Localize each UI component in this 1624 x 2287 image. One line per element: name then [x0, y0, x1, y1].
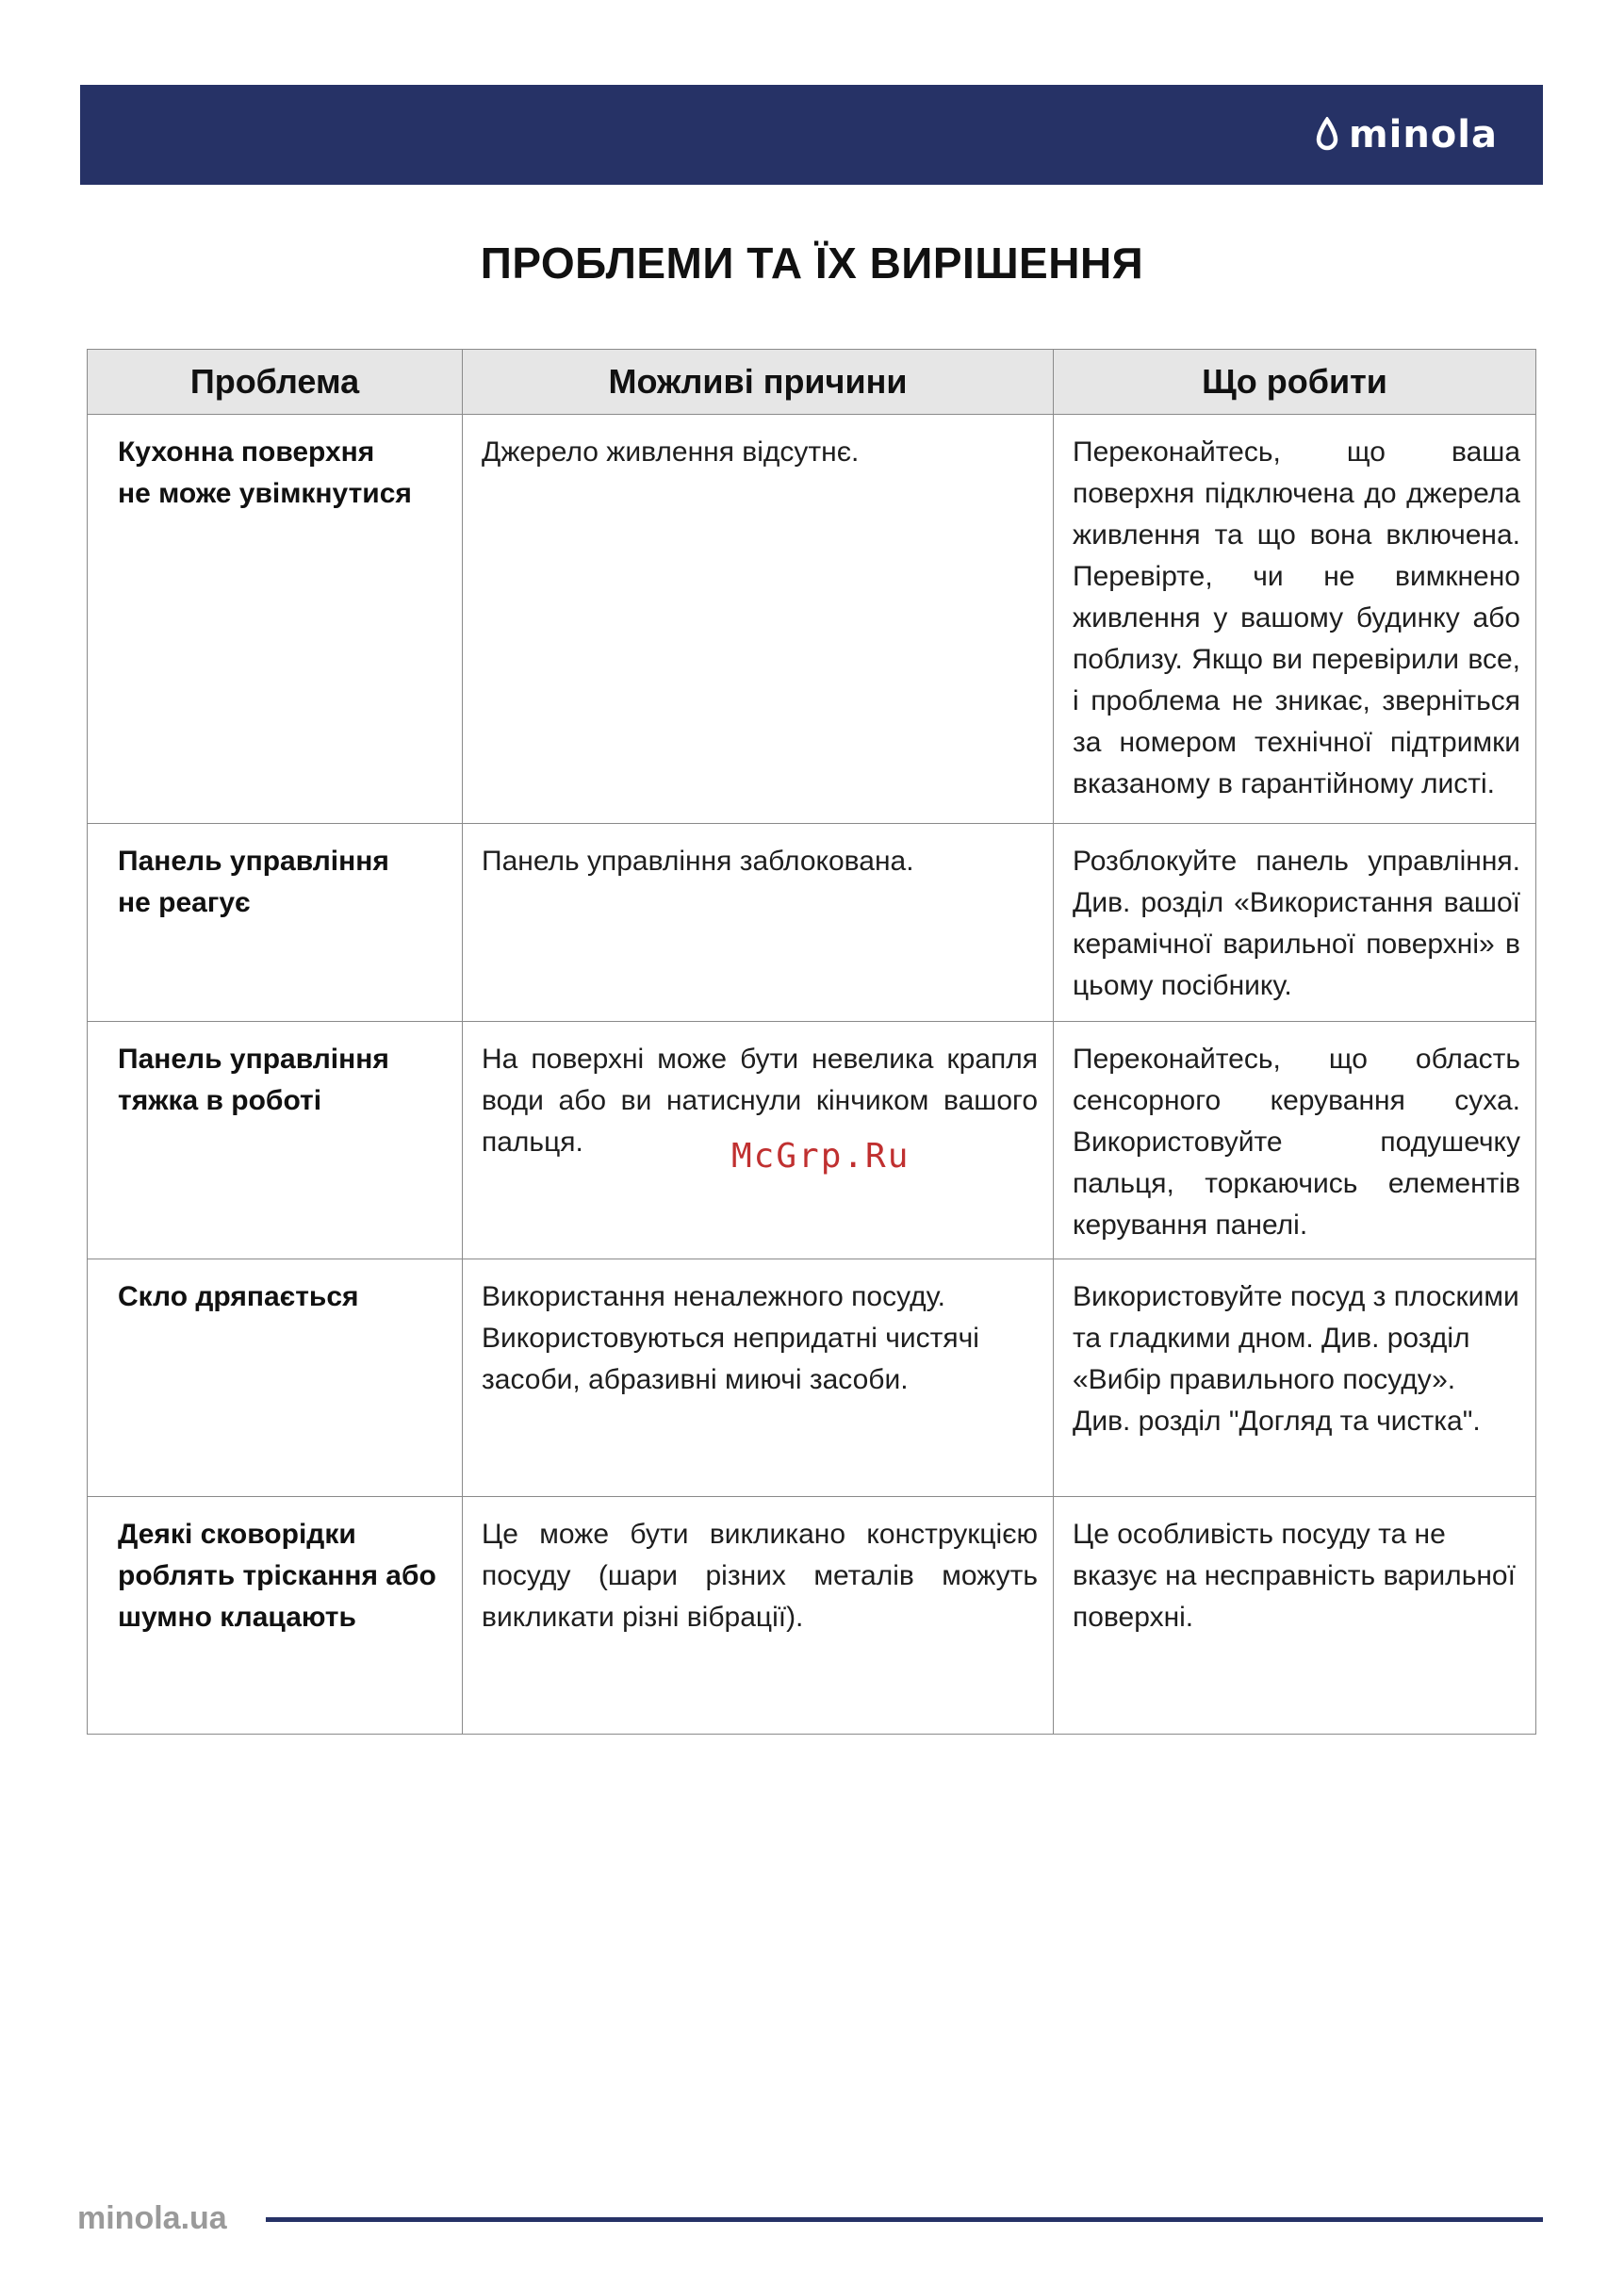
table-row [88, 1259, 1536, 1497]
solution-cell: Переконайтесь, що ваша поверхня підключена до джерела живлення та що вона включена. Перевірте, чи не вимкнено живлення у вашому будинку або поблизу. Якщо ви перевірили все, і проблема не зникає, зверніться за номером технічної підтримки вказаному в гарантійному листі. [1054, 415, 1536, 824]
brand-logo [1315, 113, 1498, 156]
problem-text: шумно клацають [118, 1602, 356, 1633]
column-header-actions: Що робити [1054, 350, 1536, 415]
drop-logo-icon [1315, 117, 1339, 153]
cause-cell: Це може бути викликано конструкцією посуду (шари різних металів можуть викликати різні вібрації). [463, 1497, 1054, 1735]
problem-text: Деякі сковорідки [118, 1519, 356, 1550]
problem-text: не реагує [118, 887, 251, 918]
page-title: ПРОБЛЕМИ ТА ЇХ ВИРІШЕННЯ [480, 239, 1144, 288]
problem-cell [88, 1259, 463, 1497]
problem-cell [88, 1022, 463, 1259]
problem-cell [88, 824, 463, 1022]
cause-cell: Використання неналежного посуду. Використовуються непридатні чистячі засоби, абразивні миючі засоби. [463, 1259, 1054, 1497]
column-header-causes: Можливі причини [463, 350, 1054, 415]
header-bar [80, 85, 1543, 185]
footer-website: minola.ua [77, 2200, 227, 2236]
troubleshooting-table [87, 349, 1536, 1735]
cause-cell: Панель управління заблокована. [463, 824, 1054, 1022]
solution-cell: Це особливість посуду та не вказує на несправність варильної поверхні. [1054, 1497, 1536, 1735]
table-row [88, 415, 1536, 824]
table-row [88, 1497, 1536, 1735]
table-header-row [88, 350, 1536, 415]
problem-cell [88, 415, 463, 824]
table-row [88, 824, 1536, 1022]
problem-text: Скло дряпається [118, 1281, 359, 1312]
solution-cell: Розблокуйте панель управління. Див. розділ «Використання вашої керамічної варильної поверхні» в цьому посібнику. [1054, 824, 1536, 1022]
cause-cell: Джерело живлення відсутнє. [463, 415, 1054, 824]
problem-text: Панель управління [118, 1044, 389, 1075]
watermark-text: McGrp.Ru [731, 1137, 910, 1176]
column-header-problem: Проблема [88, 350, 463, 415]
solution-cell: Використовуйте посуд з плоскими та гладкими дном. Див. розділ «Вибір правильного посуду». Див. розділ "Догляд та чистка". [1054, 1259, 1536, 1497]
cause-cell: На поверхні може бути невелика крапля води або ви натиснули кінчиком вашого пальця. [463, 1022, 1054, 1259]
problem-text: Панель управління [118, 846, 389, 877]
brand-name: minola [1348, 113, 1498, 156]
problem-text: тяжка в роботі [118, 1085, 322, 1116]
problem-text: Кухонна поверхня [118, 436, 375, 468]
footer-divider [266, 2217, 1543, 2222]
solution-cell: Переконайтесь, що область сенсорного керування суха. Використовуйте подушечку пальця, торкаючись елементів керування панелі. [1054, 1022, 1536, 1259]
problem-cell [88, 1497, 463, 1735]
problem-text: роблять тріскання або [118, 1560, 436, 1591]
problem-text: не може увімкнутися [118, 478, 412, 509]
